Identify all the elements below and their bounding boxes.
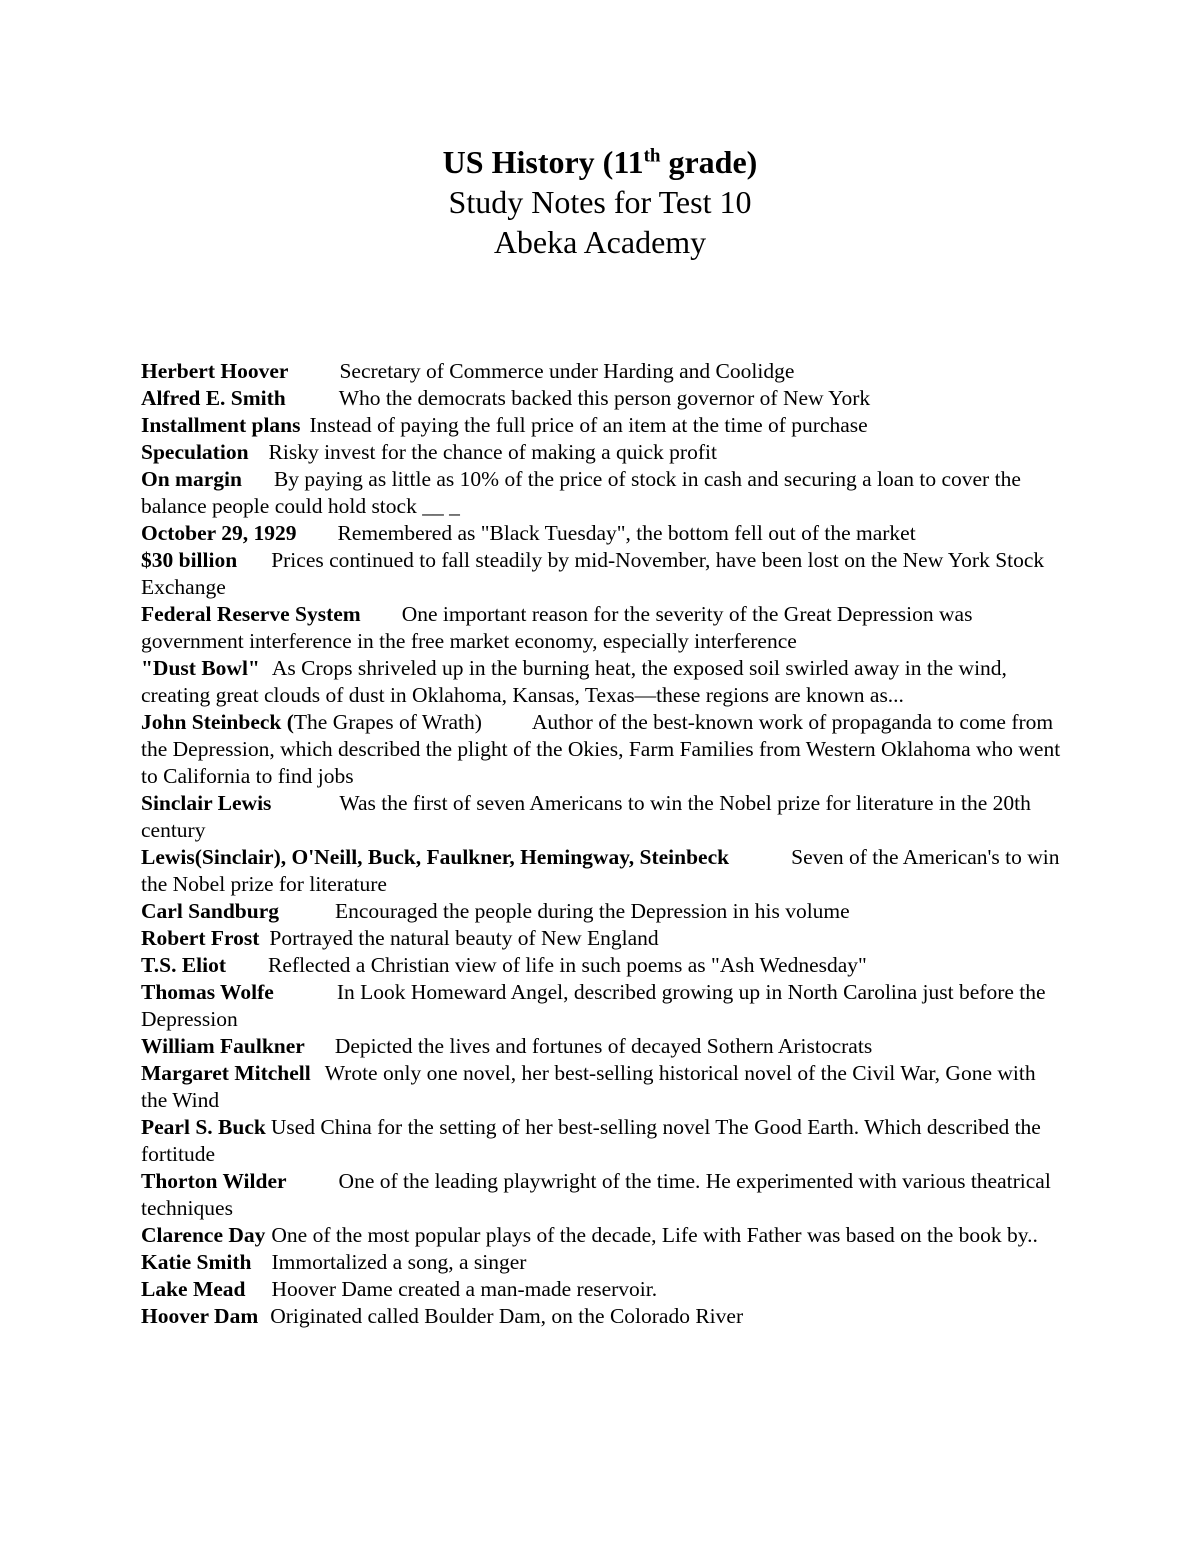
study-notes-list — [141, 358, 1061, 1330]
note-term: Margaret Mitchell — [141, 1061, 311, 1085]
note-entry — [141, 601, 1061, 655]
note-entry — [141, 1222, 1061, 1249]
document-header — [0, 142, 1200, 262]
note-definition: One of the most popular plays of the decade, Life with Father was based on the book by.. — [271, 1223, 1038, 1247]
note-entry — [141, 412, 1061, 439]
note-entry — [141, 979, 1061, 1033]
note-definition: Hoover Dame created a man-made reservoir. — [271, 1277, 658, 1301]
note-definition: Encouraged the people during the Depression in his volume — [335, 899, 850, 923]
document-subtitle: Study Notes for Test 10 — [448, 184, 752, 220]
note-term-work: The Grapes of Wrath) — [293, 710, 482, 734]
note-definition: Secretary of Commerce under Harding and Coolidge — [339, 359, 795, 383]
note-term: Hoover Dam — [141, 1304, 259, 1328]
note-entry — [141, 547, 1061, 601]
note-term: Herbert Hoover — [141, 359, 289, 383]
document-title — [0, 142, 1200, 182]
note-definition: Used China for the setting of her best-selling novel The Good Earth. Which described the fortitude — [141, 1115, 1041, 1166]
note-entry — [141, 1249, 1061, 1276]
note-definition: Prices continued to fall steadily by mid-November, have been lost on the New York Stock Exchange — [141, 548, 1045, 599]
note-definition: Originated called Boulder Dam, on the Colorado River — [270, 1304, 744, 1328]
note-definition: Portrayed the natural beauty of New England — [269, 926, 659, 950]
note-definition: Was the first of seven Americans to win the Nobel prize for literature in the 20th century — [141, 791, 1031, 842]
note-entry — [141, 844, 1061, 898]
note-entry — [141, 1168, 1061, 1222]
note-definition: Seven of the American's to win the Nobel prize for literature — [141, 845, 1060, 896]
note-definition: Who the democrats backed this person governor of New York — [338, 386, 871, 410]
note-term: Robert Frost — [141, 926, 260, 950]
note-term: Lake Mead — [141, 1277, 246, 1301]
note-term: On margin — [141, 467, 242, 491]
note-entry — [141, 1033, 1061, 1060]
note-entry — [141, 898, 1061, 925]
note-definition: Depicted the lives and fortunes of decayed Sothern Aristocrats — [334, 1034, 873, 1058]
note-definition: Wrote only one novel, her best-selling historical novel of the Civil War, Gone with the Wind — [141, 1061, 1036, 1112]
note-term: William Faulkner — [141, 1034, 305, 1058]
note-term: Lewis(Sinclair), O'Neill, Buck, Faulkner, Hemingway, Steinbeck — [141, 845, 730, 869]
note-term: T.S. Eliot — [141, 953, 227, 977]
note-definition: By paying as little as 10% of the price of stock in cash and securing a loan to cover the balance people could hold stock __ _ — [141, 467, 1021, 518]
note-term: Thomas Wolfe — [141, 980, 274, 1004]
note-definition: Remembered as "Black Tuesday", the bottom fell out of the market — [337, 521, 916, 545]
title-prefix: US History (11 — [442, 144, 644, 180]
note-entry — [141, 925, 1061, 952]
note-term: Clarence Day — [141, 1223, 266, 1247]
note-entry — [141, 1060, 1061, 1114]
note-definition: In Look Homeward Angel, described growing up in North Carolina just before the Depression — [141, 980, 1046, 1031]
note-definition: One of the leading playwright of the time. He experimented with various theatrical techniques — [141, 1169, 1051, 1220]
note-term: Sinclair Lewis — [141, 791, 272, 815]
note-definition: Reflected a Christian view of life in such poems as "Ash Wednesday" — [268, 953, 867, 977]
note-entry — [141, 1114, 1061, 1168]
note-term: "Dust Bowl" — [141, 656, 260, 680]
note-term: Alfred E. Smith — [141, 386, 286, 410]
note-entry — [141, 520, 1061, 547]
note-term: Carl Sandburg — [141, 899, 279, 923]
note-entry — [141, 466, 1061, 520]
note-term: Thorton Wilder — [141, 1169, 287, 1193]
note-term: Pearl S. Buck — [141, 1115, 266, 1139]
note-definition: As Crops shriveled up in the burning heat, the exposed soil swirled away in the wind, creating great clouds of dust in Oklahoma, Kansas, Texas—these regions are known as... — [141, 656, 1007, 707]
note-definition: Risky invest for the chance of making a quick profit — [268, 440, 717, 464]
note-entry — [141, 709, 1061, 790]
note-term: Installment plans — [141, 413, 301, 437]
note-entry — [141, 385, 1061, 412]
note-term: Katie Smith — [141, 1250, 252, 1274]
note-entry — [141, 790, 1061, 844]
note-definition: Immortalized a song, a singer — [271, 1250, 527, 1274]
note-term: October 29, 1929 — [141, 521, 297, 545]
title-suffix: grade) — [660, 144, 758, 180]
note-entry — [141, 1303, 1061, 1330]
note-entry — [141, 1276, 1061, 1303]
title-superscript: th — [643, 145, 661, 167]
note-entry — [141, 439, 1061, 466]
note-term: $30 billion — [141, 548, 238, 572]
note-term: Speculation — [141, 440, 249, 464]
school-name: Abeka Academy — [493, 224, 707, 260]
note-term: John Steinbeck ( — [141, 710, 294, 734]
note-definition: Author of the best-known work of propaganda to come from the Depression, which described the plight of the Okies, Farm Families from Western Oklahoma who went to California to find jobs — [141, 710, 1061, 788]
note-entry — [141, 952, 1061, 979]
note-definition: Instead of paying the full price of an item at the time of purchase — [309, 413, 868, 437]
note-definition: One important reason for the severity of the Great Depression was government interference in the free market economy, especially interference — [141, 602, 973, 653]
note-entry — [141, 358, 1061, 385]
note-term: Federal Reserve System — [141, 602, 361, 626]
note-entry — [141, 655, 1061, 709]
